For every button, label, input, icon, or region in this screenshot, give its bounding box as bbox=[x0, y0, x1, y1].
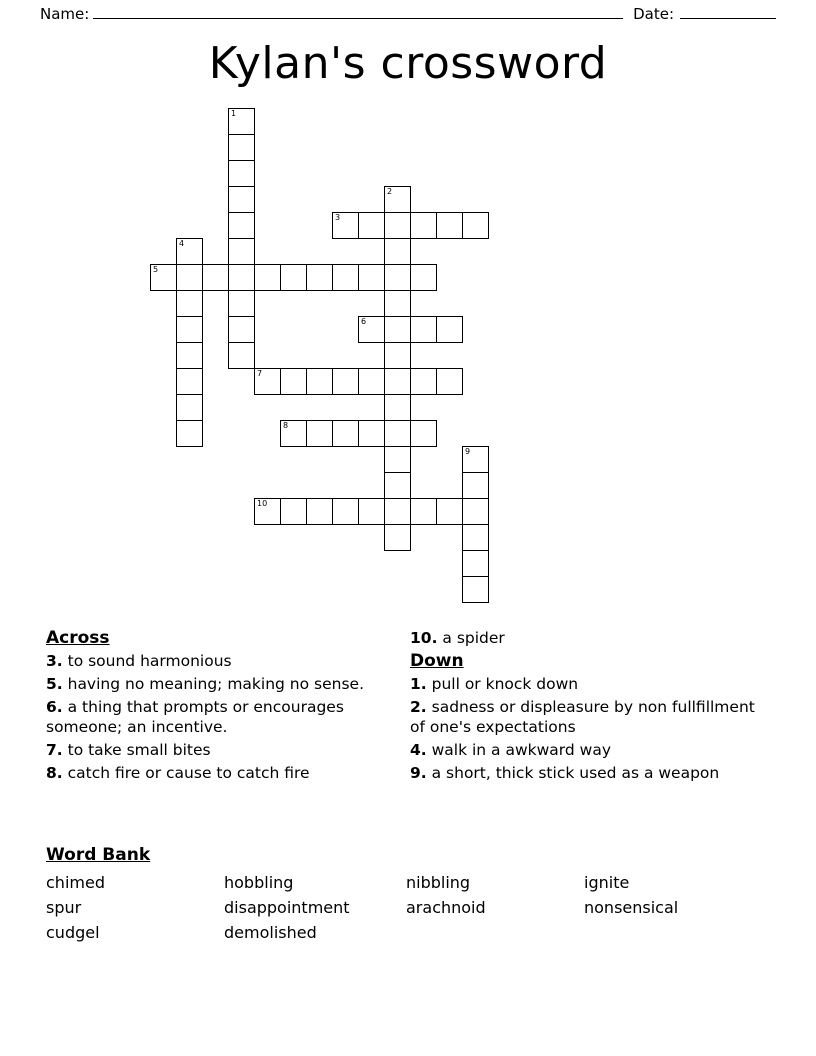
crossword-cell[interactable] bbox=[228, 316, 255, 343]
clue-down-4 bbox=[410, 740, 760, 760]
clue-text: a spider bbox=[437, 629, 505, 647]
clue-down-1 bbox=[410, 674, 760, 694]
word-bank-item: hobbling bbox=[224, 873, 294, 892]
crossword-cell[interactable] bbox=[410, 420, 437, 447]
crossword-cell[interactable] bbox=[254, 368, 281, 395]
crossword-cell[interactable] bbox=[176, 342, 203, 369]
clue-text: a short, thick stick used as a weapon bbox=[426, 764, 720, 782]
crossword-cell[interactable] bbox=[280, 368, 307, 395]
cell-number: 2 bbox=[387, 187, 393, 196]
clue-across-5 bbox=[46, 674, 406, 694]
crossword-cell[interactable] bbox=[176, 316, 203, 343]
crossword-cell[interactable] bbox=[436, 498, 463, 525]
clue-across-10 bbox=[410, 628, 760, 648]
crossword-cell[interactable] bbox=[228, 134, 255, 161]
crossword-cell[interactable] bbox=[462, 576, 489, 603]
crossword-cell[interactable] bbox=[228, 238, 255, 265]
crossword-cell[interactable] bbox=[384, 186, 411, 213]
name-date-header bbox=[40, 4, 776, 23]
date-write-line[interactable] bbox=[680, 4, 776, 19]
clue-text: a thing that prompts or encourages someone; an incentive. bbox=[46, 698, 344, 736]
clue-across-8 bbox=[46, 763, 406, 783]
crossword-cell[interactable] bbox=[462, 550, 489, 577]
crossword-cell[interactable] bbox=[462, 498, 489, 525]
crossword-cell[interactable] bbox=[228, 186, 255, 213]
clue-number: 1. bbox=[410, 675, 427, 693]
cell-number: 9 bbox=[465, 447, 471, 456]
word-bank-item: nonsensical bbox=[584, 898, 679, 917]
crossword-cell[interactable] bbox=[228, 342, 255, 369]
crossword-cell[interactable] bbox=[150, 264, 177, 291]
clue-text: having no meaning; making no sense. bbox=[62, 675, 364, 693]
crossword-cell[interactable] bbox=[358, 264, 385, 291]
word-bank-section bbox=[46, 845, 776, 942]
clue-across-7 bbox=[46, 740, 406, 760]
crossword-cell[interactable] bbox=[436, 368, 463, 395]
clue-down-2 bbox=[410, 697, 760, 737]
clue-number: 4. bbox=[410, 741, 427, 759]
clue-across-3 bbox=[46, 651, 406, 671]
crossword-cell[interactable] bbox=[176, 238, 203, 265]
crossword-cell[interactable] bbox=[436, 316, 463, 343]
cell-number: 8 bbox=[283, 421, 289, 430]
word-bank-item: demolished bbox=[224, 923, 317, 942]
crossword-cell[interactable] bbox=[384, 394, 411, 421]
clue-number: 5. bbox=[46, 675, 63, 693]
clue-text: to take small bites bbox=[62, 741, 211, 759]
cell-number: 4 bbox=[179, 239, 185, 248]
down-heading: Down bbox=[410, 651, 464, 671]
name-write-line[interactable] bbox=[93, 4, 623, 19]
crossword-cell[interactable] bbox=[384, 524, 411, 551]
word-bank-item: nibbling bbox=[406, 873, 471, 892]
word-bank-item: cudgel bbox=[46, 923, 100, 942]
cell-number: 10 bbox=[257, 499, 268, 508]
crossword-cell[interactable] bbox=[254, 498, 281, 525]
clue-down-9 bbox=[410, 763, 760, 783]
crossword-cell[interactable] bbox=[228, 290, 255, 317]
cell-number: 6 bbox=[361, 317, 367, 326]
crossword-cell[interactable] bbox=[384, 264, 411, 291]
clue-text: to sound harmonious bbox=[62, 652, 232, 670]
crossword-cell[interactable] bbox=[176, 420, 203, 447]
clue-text: catch fire or cause to catch fire bbox=[62, 764, 310, 782]
crossword-cell[interactable] bbox=[462, 212, 489, 239]
crossword-cell[interactable] bbox=[280, 264, 307, 291]
crossword-cell[interactable] bbox=[410, 316, 437, 343]
clue-across-6 bbox=[46, 697, 406, 737]
crossword-cell[interactable] bbox=[202, 264, 229, 291]
crossword-cell[interactable] bbox=[228, 212, 255, 239]
crossword-cell[interactable] bbox=[384, 342, 411, 369]
crossword-cell[interactable] bbox=[410, 498, 437, 525]
clue-number: 10. bbox=[410, 629, 438, 647]
crossword-cell[interactable] bbox=[384, 316, 411, 343]
word-bank-item: ignite bbox=[584, 873, 630, 892]
crossword-cell[interactable] bbox=[384, 446, 411, 473]
crossword-cell[interactable] bbox=[384, 420, 411, 447]
crossword-cell[interactable] bbox=[306, 420, 333, 447]
crossword-grid[interactable] bbox=[150, 108, 570, 628]
name-label: Name: bbox=[40, 5, 90, 23]
clue-number: 8. bbox=[46, 764, 63, 782]
word-bank-grid bbox=[46, 873, 776, 942]
crossword-cell[interactable] bbox=[384, 290, 411, 317]
crossword-cell[interactable] bbox=[306, 368, 333, 395]
crossword-cell[interactable] bbox=[176, 264, 203, 291]
crossword-cell[interactable] bbox=[332, 264, 359, 291]
crossword-cell[interactable] bbox=[384, 238, 411, 265]
crossword-cell[interactable] bbox=[254, 264, 281, 291]
clue-text: walk in a awkward way bbox=[426, 741, 612, 759]
cell-number: 1 bbox=[231, 109, 237, 118]
clue-number: 3. bbox=[46, 652, 63, 670]
crossword-cell[interactable] bbox=[228, 108, 255, 135]
crossword-cell[interactable] bbox=[358, 368, 385, 395]
crossword-cell[interactable] bbox=[332, 368, 359, 395]
crossword-cell[interactable] bbox=[176, 394, 203, 421]
word-bank-heading: Word Bank bbox=[46, 845, 151, 865]
crossword-cell[interactable] bbox=[228, 264, 255, 291]
cell-number: 3 bbox=[335, 213, 341, 222]
crossword-cell[interactable] bbox=[462, 446, 489, 473]
crossword-cell[interactable] bbox=[436, 212, 463, 239]
clue-number: 2. bbox=[410, 698, 427, 716]
crossword-cell[interactable] bbox=[358, 420, 385, 447]
crossword-cell[interactable] bbox=[280, 420, 307, 447]
crossword-cell[interactable] bbox=[358, 212, 385, 239]
crossword-cell[interactable] bbox=[332, 420, 359, 447]
crossword-cell[interactable] bbox=[306, 264, 333, 291]
word-bank-item: chimed bbox=[46, 873, 105, 892]
across-heading: Across bbox=[46, 628, 110, 648]
date-label: Date: bbox=[633, 5, 674, 23]
crossword-cell[interactable] bbox=[384, 212, 411, 239]
clues-column-right bbox=[410, 628, 760, 786]
page-title: Kylan's crossword bbox=[208, 38, 608, 89]
crossword-cell[interactable] bbox=[384, 472, 411, 499]
crossword-cell[interactable] bbox=[332, 498, 359, 525]
crossword-cell[interactable] bbox=[462, 472, 489, 499]
crossword-cell[interactable] bbox=[306, 498, 333, 525]
cell-number: 7 bbox=[257, 369, 263, 378]
crossword-cell[interactable] bbox=[410, 368, 437, 395]
word-bank-item: spur bbox=[46, 898, 82, 917]
crossword-cell[interactable] bbox=[410, 264, 437, 291]
clues-column-left bbox=[46, 628, 406, 786]
crossword-cell[interactable] bbox=[358, 316, 385, 343]
crossword-cell[interactable] bbox=[228, 160, 255, 187]
clue-text: sadness or displeasure by non fullfillment of one's expectations bbox=[410, 698, 755, 736]
crossword-cell[interactable] bbox=[384, 498, 411, 525]
clue-number: 9. bbox=[410, 764, 427, 782]
clue-text: pull or knock down bbox=[426, 675, 579, 693]
cell-number: 5 bbox=[153, 265, 159, 274]
word-bank-item: disappointment bbox=[224, 898, 350, 917]
crossword-cell[interactable] bbox=[280, 498, 307, 525]
crossword-cell[interactable] bbox=[384, 368, 411, 395]
word-bank-item: arachnoid bbox=[406, 898, 486, 917]
crossword-cell[interactable] bbox=[332, 212, 359, 239]
clue-number: 7. bbox=[46, 741, 63, 759]
crossword-cell[interactable] bbox=[462, 524, 489, 551]
crossword-cell[interactable] bbox=[176, 290, 203, 317]
crossword-cell[interactable] bbox=[358, 498, 385, 525]
crossword-cell[interactable] bbox=[410, 212, 437, 239]
clue-number: 6. bbox=[46, 698, 63, 716]
crossword-cell[interactable] bbox=[176, 368, 203, 395]
